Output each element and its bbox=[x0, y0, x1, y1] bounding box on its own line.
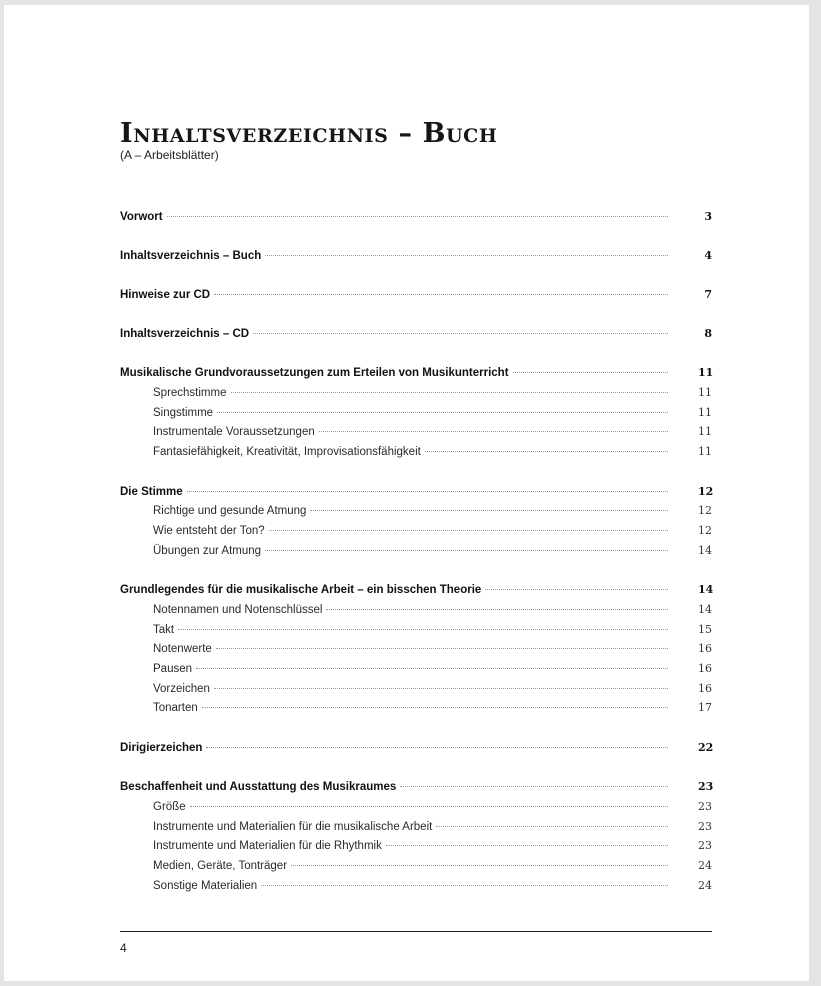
toc-main-entry[interactable] bbox=[120, 581, 712, 599]
dot-leader bbox=[310, 510, 668, 511]
dot-leader bbox=[269, 530, 668, 531]
toc-entry-label: Grundlegendes für die musikalische Arbeit – ein bisschen Theorie bbox=[120, 584, 482, 596]
footer-divider bbox=[120, 931, 712, 932]
toc-entry-label: Richtige und gesunde Atmung bbox=[153, 505, 307, 517]
toc-entry-label: Die Stimme bbox=[120, 486, 183, 498]
dot-leader bbox=[216, 648, 668, 649]
toc-subentry[interactable] bbox=[120, 680, 712, 698]
toc-subentry[interactable] bbox=[120, 699, 712, 717]
toc-subentry[interactable] bbox=[120, 660, 712, 678]
document-page bbox=[4, 5, 809, 981]
toc-subentry[interactable] bbox=[120, 877, 712, 895]
toc-entry-page-number: 12 bbox=[698, 485, 714, 498]
toc-entry-label: Takt bbox=[153, 624, 175, 636]
dot-leader bbox=[178, 629, 668, 630]
toc-entry-label: Vorzeichen bbox=[153, 683, 210, 695]
toc-entry-label: Größe bbox=[153, 801, 186, 813]
toc-entry-page-number: 11 bbox=[698, 406, 712, 419]
toc-entry-page-number: 14 bbox=[698, 603, 712, 616]
toc-entry-page-number: 15 bbox=[698, 623, 712, 636]
toc-entry-page-number: 16 bbox=[698, 682, 712, 695]
dot-leader bbox=[436, 826, 668, 827]
toc-main-entry[interactable] bbox=[120, 739, 712, 757]
dot-leader bbox=[326, 609, 668, 610]
toc-main-entry[interactable] bbox=[120, 325, 712, 343]
toc-entry-page-number: 23 bbox=[698, 780, 714, 793]
toc-entry-label: Übungen zur Atmung bbox=[153, 545, 262, 557]
toc-entry-label: Pausen bbox=[153, 663, 193, 675]
toc-entry-label: Sonstige Materialien bbox=[153, 880, 258, 892]
toc-subentry[interactable] bbox=[120, 443, 712, 461]
toc-entry-page-number: 3 bbox=[704, 210, 712, 223]
dot-leader bbox=[202, 707, 668, 708]
dot-leader bbox=[214, 294, 668, 295]
toc-entry-page-number: 22 bbox=[698, 741, 714, 754]
page-title: Inhaltsverzeichnis – Buch bbox=[120, 118, 498, 149]
dot-leader bbox=[253, 333, 668, 334]
toc-entry-label: Instrumente und Materialien für die Rhythmik bbox=[153, 840, 382, 852]
toc-main-entry[interactable] bbox=[120, 364, 712, 382]
dot-leader bbox=[190, 806, 668, 807]
toc-entry-page-number: 14 bbox=[698, 544, 712, 557]
toc-entry-page-number: 17 bbox=[698, 701, 712, 714]
dot-leader bbox=[217, 412, 668, 413]
toc-subentry[interactable] bbox=[120, 502, 712, 520]
toc-subentry[interactable] bbox=[120, 798, 712, 816]
toc-entry-label: Notenwerte bbox=[153, 643, 212, 655]
toc-main-entry[interactable] bbox=[120, 247, 712, 265]
toc-entry-page-number: 23 bbox=[698, 800, 712, 813]
toc-main-entry[interactable] bbox=[120, 778, 712, 796]
toc-entry-page-number: 24 bbox=[698, 879, 712, 892]
dot-leader bbox=[265, 550, 668, 551]
toc-entry-page-number: 24 bbox=[698, 859, 712, 872]
toc-subentry[interactable] bbox=[120, 522, 712, 540]
toc-entry-label: Singstimme bbox=[153, 407, 214, 419]
toc-entry-page-number: 23 bbox=[698, 820, 712, 833]
dot-leader bbox=[425, 451, 668, 452]
dot-leader bbox=[214, 688, 668, 689]
toc-entry-page-number: 16 bbox=[698, 662, 712, 675]
dot-leader bbox=[319, 431, 668, 432]
toc-entry-page-number: 11 bbox=[698, 425, 712, 438]
toc-entry-page-number: 8 bbox=[704, 327, 712, 340]
toc-entry-label: Dirigierzeichen bbox=[120, 742, 203, 754]
toc-entry-page-number: 7 bbox=[704, 288, 712, 301]
toc-subentry[interactable] bbox=[120, 542, 712, 560]
toc-main-entry[interactable] bbox=[120, 208, 712, 226]
dot-leader bbox=[206, 747, 668, 748]
dot-leader bbox=[400, 786, 668, 787]
dot-leader bbox=[196, 668, 668, 669]
toc-entry-label: Beschaffenheit und Ausstattung des Musikraumes bbox=[120, 781, 397, 793]
toc-main-entry[interactable] bbox=[120, 483, 712, 501]
toc-entry-label: Inhaltsverzeichnis – Buch bbox=[120, 250, 262, 262]
toc-subentry[interactable] bbox=[120, 384, 712, 402]
toc-entry-page-number: 11 bbox=[698, 386, 712, 399]
toc-subentry[interactable] bbox=[120, 423, 712, 441]
dot-leader bbox=[231, 392, 669, 393]
dot-leader bbox=[187, 491, 668, 492]
toc-main-entry[interactable] bbox=[120, 286, 712, 304]
toc-subentry[interactable] bbox=[120, 857, 712, 875]
dot-leader bbox=[513, 372, 668, 373]
toc-entry-label: Tonarten bbox=[153, 702, 198, 714]
toc-entry-page-number: 11 bbox=[698, 366, 714, 379]
toc-subentry[interactable] bbox=[120, 640, 712, 658]
page-subtitle: (A – Arbeitsblätter) bbox=[120, 148, 219, 162]
toc-entry-page-number: 12 bbox=[698, 524, 712, 537]
toc-entry-page-number: 23 bbox=[698, 839, 712, 852]
toc-subentry[interactable] bbox=[120, 837, 712, 855]
toc-entry-page-number: 11 bbox=[698, 445, 712, 458]
footer-page-number: 4 bbox=[120, 941, 127, 955]
toc-entry-label: Hinweise zur CD bbox=[120, 289, 211, 301]
dot-leader bbox=[265, 255, 668, 256]
toc-entry-label: Sprechstimme bbox=[153, 387, 227, 399]
dot-leader bbox=[485, 589, 668, 590]
toc-entry-label: Inhaltsverzeichnis – CD bbox=[120, 328, 250, 340]
toc-subentry[interactable] bbox=[120, 404, 712, 422]
toc-entry-label: Instrumentale Voraussetzungen bbox=[153, 426, 315, 438]
toc-subentry[interactable] bbox=[120, 601, 712, 619]
toc-entry-label: Vorwort bbox=[120, 211, 163, 223]
toc-entry-page-number: 4 bbox=[704, 249, 712, 262]
toc-entry-label: Medien, Geräte, Tonträger bbox=[153, 860, 288, 872]
toc-entry-label: Fantasiefähigkeit, Kreativität, Improvisationsfähigkeit bbox=[153, 446, 421, 458]
toc-entry-label: Notennamen und Notenschlüssel bbox=[153, 604, 323, 616]
toc-entry-label: Instrumente und Materialien für die musikalische Arbeit bbox=[153, 821, 433, 833]
toc-entry-label: Musikalische Grundvoraussetzungen zum Erteilen von Musikunterricht bbox=[120, 367, 509, 379]
toc-entry-page-number: 16 bbox=[698, 642, 712, 655]
toc-entry-page-number: 12 bbox=[698, 504, 712, 517]
toc-entry-label: Wie entsteht der Ton? bbox=[153, 525, 265, 537]
dot-leader bbox=[261, 885, 668, 886]
toc-subentry[interactable] bbox=[120, 621, 712, 639]
toc-entry-page-number: 14 bbox=[698, 583, 714, 596]
toc-subentry[interactable] bbox=[120, 818, 712, 836]
dot-leader bbox=[386, 845, 668, 846]
dot-leader bbox=[291, 865, 668, 866]
dot-leader bbox=[167, 216, 668, 217]
